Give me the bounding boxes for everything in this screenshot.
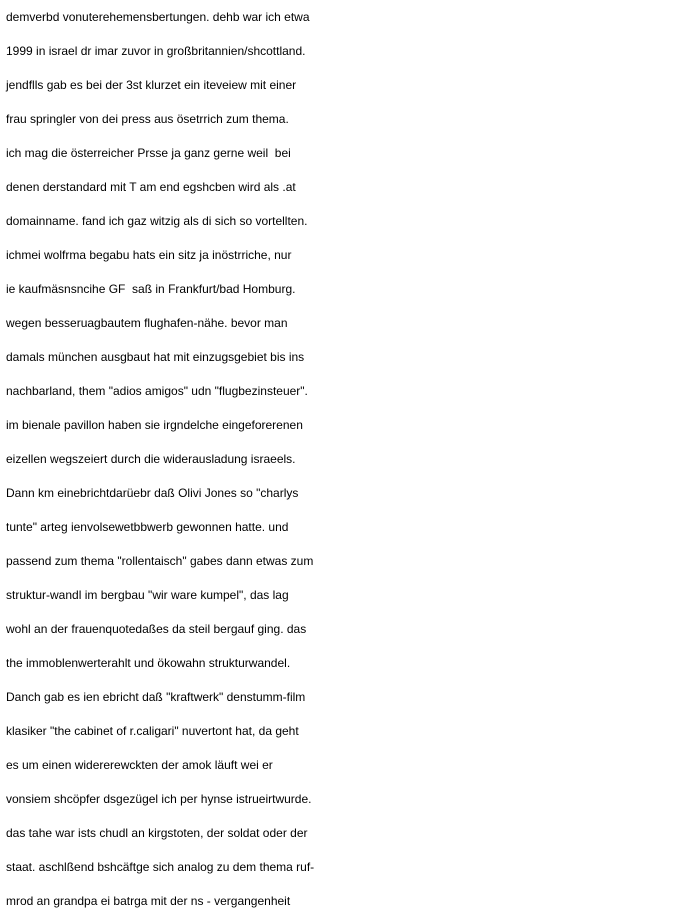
text-line-20: the immoblenwerterahlt und ökowahn strukturwandel. xyxy=(6,656,291,670)
text-line-19: wohl an der frauenquotedaßes da steil bergauf ging. das xyxy=(6,622,307,636)
text-line-13: im bienale pavillon haben sie irgndelche eingeforerenen xyxy=(6,418,303,432)
text-line-1: demverbd vonuterehemensbertungen. dehb war ich etwa xyxy=(6,10,310,24)
text-line-21: Danch gab es ien ebricht daß "kraftwerk" denstumm-film xyxy=(6,690,306,704)
text-line-16: tunte" arteg ienvolsewetbbwerb gewonnen hatte. und xyxy=(6,520,289,534)
text-line-2: 1999 in israel dr imar zuvor in großbritannien/shcottland. xyxy=(6,44,306,58)
text-line-11: damals münchen ausgbaut hat mit einzugsgebiet bis ins xyxy=(6,350,305,364)
text-line-27: mrod an grandpa ei batrga mit der ns - vergangenheit xyxy=(6,894,291,908)
text-line-9: ie kaufmäsnsncihe GF saß in Frankfurt/bad Homburg. xyxy=(6,282,296,296)
text-line-14: eizellen wegszeiert durch die widerausladung israeels. xyxy=(6,452,296,466)
text-line-26: staat. aschlßend bshcäftge sich analog zu dem thema ruf- xyxy=(6,860,315,874)
text-line-23: es um einen widererewckten der amok läuft wei er xyxy=(6,758,273,772)
text-line-17: passend zum thema "rollentaisch" gabes dann etwas zum xyxy=(6,554,314,568)
text-line-18: struktur-wandl im bergbau "wir ware kumpel", das lag xyxy=(6,588,289,602)
text-line-22: klasiker "the cabinet of r.caligari" nuvertont hat, da geht xyxy=(6,724,299,738)
text-line-10: wegen besseruagbautem flughafen-nähe. bevor man xyxy=(6,316,288,330)
text-line-6: denen derstandard mit T am end egshcben wird als .at xyxy=(6,180,296,194)
body-text xyxy=(6,0,682,918)
text-line-8: ichmei wolfrma begabu hats ein sitz ja inöstrriche, nur xyxy=(6,248,292,262)
text-line-5: ich mag die österreicher Prsse ja ganz gerne weil bei xyxy=(6,146,291,160)
text-line-25: das tahe war ists chudl an kirgstoten, der soldat oder der xyxy=(6,826,308,840)
text-line-3: jendflls gab es bei der 3st klurzet ein iteveiew mit einer xyxy=(6,78,297,92)
text-line-24: vonsiem shcöpfer dsgezügel ich per hynse istrueirtwurde. xyxy=(6,792,312,806)
text-line-7: domainname. fand ich gaz witzig als di sich so vortellten. xyxy=(6,214,308,228)
text-line-12: nachbarland, them "adios amigos" udn "flugbezinsteuer". xyxy=(6,384,308,398)
text-line-15: Dann km einebrichtdarüebr daß Olivi Jones so "charlys xyxy=(6,486,299,500)
text-line-4: frau springler von dei press aus ösetrrich zum thema. xyxy=(6,112,289,126)
